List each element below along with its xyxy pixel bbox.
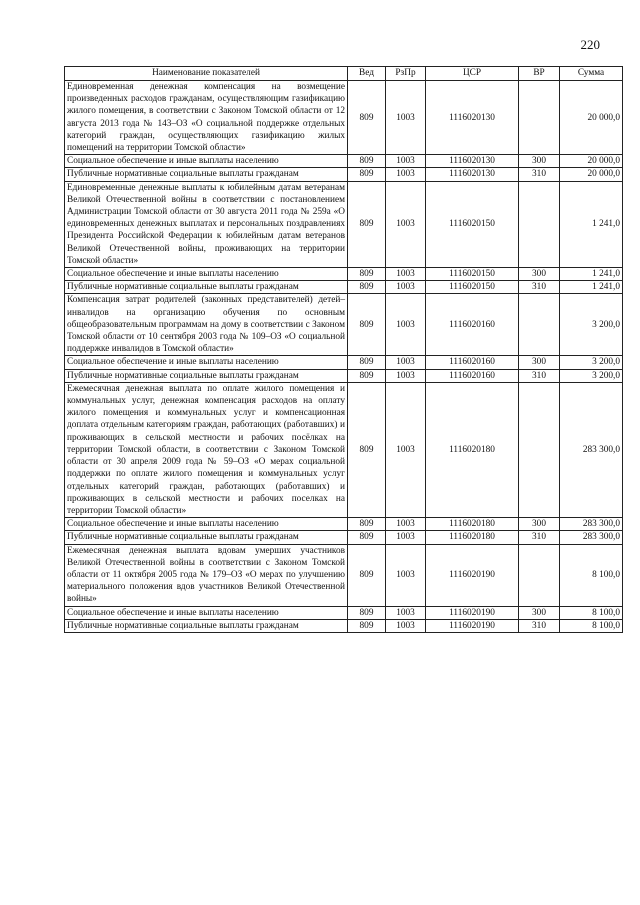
cell-vr: 310 — [519, 531, 560, 544]
cell-name: Публичные нормативные социальные выплаты гражданам — [65, 531, 348, 544]
cell-ved: 809 — [348, 518, 386, 531]
cell-ved: 809 — [348, 369, 386, 382]
cell-rzpr: 1003 — [386, 155, 426, 168]
cell-rzpr: 1003 — [386, 606, 426, 619]
cell-sum: 1 241,0 — [560, 268, 623, 281]
cell-rzpr: 1003 — [386, 356, 426, 369]
header-sum: Сумма — [560, 67, 623, 81]
cell-sum: 1 241,0 — [560, 281, 623, 294]
cell-ved: 809 — [348, 294, 386, 356]
cell-ved: 809 — [348, 619, 386, 632]
cell-vr: 300 — [519, 268, 560, 281]
cell-csr: 1116020150 — [426, 181, 519, 267]
table-row — [65, 281, 623, 294]
cell-csr: 1116020130 — [426, 155, 519, 168]
cell-name: Публичные нормативные социальные выплаты гражданам — [65, 168, 348, 181]
cell-ved: 809 — [348, 281, 386, 294]
cell-sum: 3 200,0 — [560, 369, 623, 382]
cell-csr: 1116020180 — [426, 518, 519, 531]
cell-sum: 8 100,0 — [560, 619, 623, 632]
cell-name: Компенсация затрат родителей (законных представителей) детей–инвалидов на организацию обучения по основным общеобразовательным программам на дому в соответствии с Законом Томской области от 10 сентября 2003 года № 109–ОЗ «О социальной поддержке инвалидов в Томской области» — [65, 294, 348, 356]
cell-csr: 1116020180 — [426, 382, 519, 517]
cell-vr: 300 — [519, 606, 560, 619]
header-csr: ЦСР — [426, 67, 519, 81]
cell-ved: 809 — [348, 81, 386, 155]
table-row — [65, 369, 623, 382]
table-row — [65, 531, 623, 544]
cell-name: Ежемесячная денежная выплата вдовам умерших участников Великой Отечественной войны в соответствии с Законом Томской области от 11 октября 2005 года № 179–ОЗ «О мерах по улучшению материального положения вдов участников Великой Отечественной войны» — [65, 544, 348, 606]
cell-sum: 20 000,0 — [560, 168, 623, 181]
cell-name: Ежемесячная денежная выплата по оплате жилого помещения и коммунальных услуг, денежная компенсация расходов на оплату жилого помещения и коммунальных услуг и компенсационная доплата отдельным категориям граждан, работающих (работавших) и проживающих в сельской местности и рабочих посёлках на территории Томской области, в соответствии с Законом Томской области от 30 апреля 2009 года № 59–ОЗ «О мерах социальной поддержки по оплате жилого помещения и коммунальных услуг отдельных категорий граждан, работающих (работавших) и проживающих в сельской местности и рабочих поселках на территории Томской области» — [65, 382, 348, 517]
cell-sum: 3 200,0 — [560, 294, 623, 356]
cell-vr — [519, 294, 560, 356]
cell-csr: 1116020180 — [426, 531, 519, 544]
cell-sum: 283 300,0 — [560, 531, 623, 544]
cell-vr — [519, 81, 560, 155]
cell-sum: 8 100,0 — [560, 606, 623, 619]
cell-vr — [519, 544, 560, 606]
header-name: Наименование показателей — [65, 67, 348, 81]
cell-csr: 1116020130 — [426, 168, 519, 181]
cell-rzpr: 1003 — [386, 281, 426, 294]
table-row — [65, 155, 623, 168]
cell-ved: 809 — [348, 155, 386, 168]
cell-csr: 1116020190 — [426, 619, 519, 632]
cell-rzpr: 1003 — [386, 268, 426, 281]
cell-ved: 809 — [348, 531, 386, 544]
table-row — [65, 518, 623, 531]
table-row — [65, 168, 623, 181]
cell-csr: 1116020190 — [426, 606, 519, 619]
cell-csr: 1116020160 — [426, 294, 519, 356]
cell-sum: 8 100,0 — [560, 544, 623, 606]
cell-csr: 1116020160 — [426, 369, 519, 382]
cell-name: Единовременные денежные выплаты к юбилейным датам ветеранам Великой Отечественной войны в соответствии с постановлением Администрации Томской области от 30 августа 2011 года № 259а «О единовременных денежных выплатах и персональных поздравлениях Президента Российской Федерации к юбилейным датам ветеранов Великой Отечественной войны, проживающих на территории Томской области» — [65, 181, 348, 267]
cell-vr: 300 — [519, 518, 560, 531]
cell-name: Социальное обеспечение и иные выплаты населению — [65, 606, 348, 619]
cell-ved: 809 — [348, 382, 386, 517]
table-row — [65, 619, 623, 632]
cell-name: Социальное обеспечение и иные выплаты населению — [65, 518, 348, 531]
cell-vr: 300 — [519, 155, 560, 168]
table-body — [65, 81, 623, 633]
header-ved: Вед — [348, 67, 386, 81]
cell-csr: 1116020150 — [426, 268, 519, 281]
cell-rzpr: 1003 — [386, 168, 426, 181]
cell-ved: 809 — [348, 268, 386, 281]
cell-ved: 809 — [348, 356, 386, 369]
cell-sum: 20 000,0 — [560, 81, 623, 155]
cell-ved: 809 — [348, 181, 386, 267]
cell-rzpr: 1003 — [386, 81, 426, 155]
cell-ved: 809 — [348, 168, 386, 181]
cell-rzpr: 1003 — [386, 294, 426, 356]
budget-table — [64, 66, 623, 633]
table-row — [65, 606, 623, 619]
cell-sum: 20 000,0 — [560, 155, 623, 168]
cell-sum: 1 241,0 — [560, 181, 623, 267]
cell-csr: 1116020130 — [426, 81, 519, 155]
cell-rzpr: 1003 — [386, 619, 426, 632]
cell-vr: 300 — [519, 356, 560, 369]
cell-sum: 283 300,0 — [560, 382, 623, 517]
cell-sum: 283 300,0 — [560, 518, 623, 531]
table-row — [65, 268, 623, 281]
cell-rzpr: 1003 — [386, 544, 426, 606]
cell-ved: 809 — [348, 606, 386, 619]
table-row — [65, 81, 623, 155]
cell-csr: 1116020150 — [426, 281, 519, 294]
cell-name: Публичные нормативные социальные выплаты гражданам — [65, 281, 348, 294]
cell-vr: 310 — [519, 619, 560, 632]
cell-csr: 1116020160 — [426, 356, 519, 369]
table-row — [65, 294, 623, 356]
cell-name: Единовременная денежная компенсация на возмещение произведенных расходов гражданам, осуществляющим газификацию жилого помещения, в соответствии с Законом Томской области от 12 августа 2013 года № 143–ОЗ «О социальной поддержке отдельных категорий граждан, осуществляющих газификацию жилых помещений на территории Томской области» — [65, 81, 348, 155]
table-row — [65, 356, 623, 369]
page-number: 220 — [580, 37, 600, 52]
cell-name: Социальное обеспечение и иные выплаты населению — [65, 155, 348, 168]
table-header-row — [65, 67, 623, 81]
cell-rzpr: 1003 — [386, 369, 426, 382]
cell-rzpr: 1003 — [386, 382, 426, 517]
cell-name: Социальное обеспечение и иные выплаты населению — [65, 356, 348, 369]
cell-vr — [519, 181, 560, 267]
cell-vr: 310 — [519, 168, 560, 181]
cell-ved: 809 — [348, 544, 386, 606]
cell-vr — [519, 382, 560, 517]
cell-vr: 310 — [519, 281, 560, 294]
cell-name: Социальное обеспечение и иные выплаты населению — [65, 268, 348, 281]
cell-sum: 3 200,0 — [560, 356, 623, 369]
cell-csr: 1116020190 — [426, 544, 519, 606]
header-rzpr: РзПр — [386, 67, 426, 81]
cell-name: Публичные нормативные социальные выплаты гражданам — [65, 619, 348, 632]
cell-rzpr: 1003 — [386, 518, 426, 531]
cell-rzpr: 1003 — [386, 181, 426, 267]
cell-name: Публичные нормативные социальные выплаты гражданам — [65, 369, 348, 382]
header-vr: ВР — [519, 67, 560, 81]
cell-rzpr: 1003 — [386, 531, 426, 544]
table-row — [65, 382, 623, 517]
table-row — [65, 544, 623, 606]
table-row — [65, 181, 623, 267]
cell-vr: 310 — [519, 369, 560, 382]
